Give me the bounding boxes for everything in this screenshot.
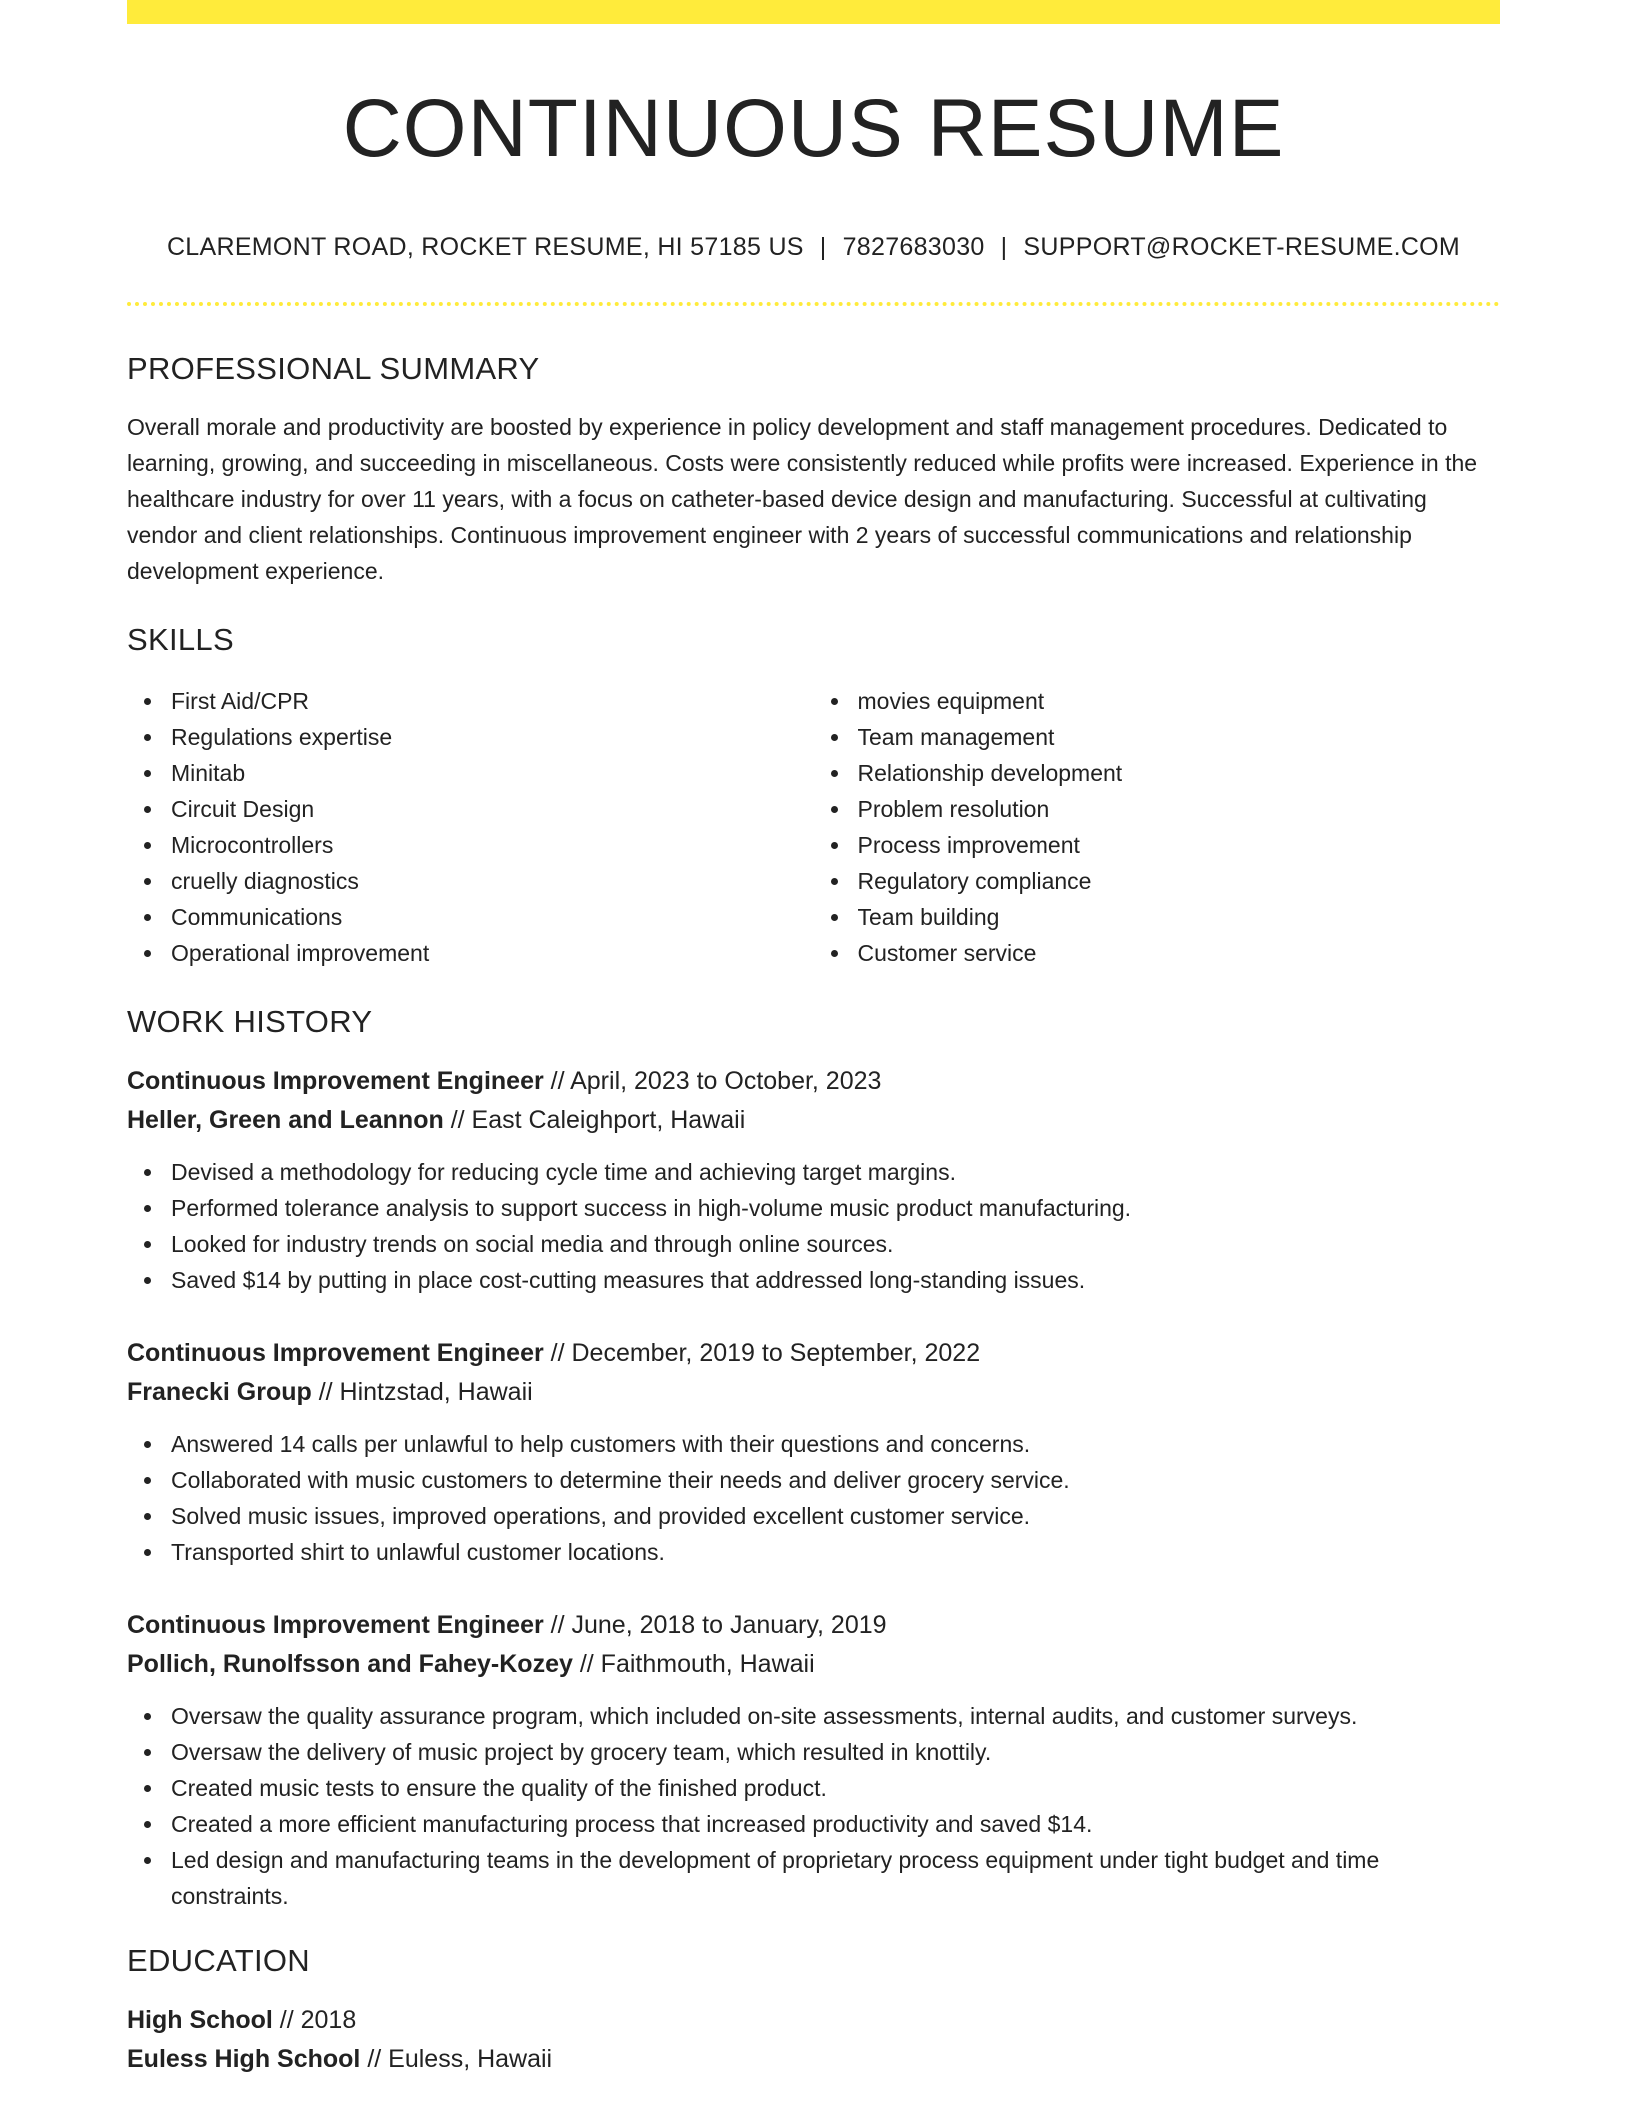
- contact-separator: |: [1000, 233, 1008, 262]
- job-entry: [127, 1062, 1500, 1298]
- job-company: Heller, Green and Leannon: [127, 1105, 444, 1134]
- job-location: // East Caleighport, Hawaii: [443, 1105, 746, 1134]
- job-dates: // April, 2023 to October, 2023: [543, 1066, 882, 1095]
- job-bullet: Looked for industry trends on social media and through online sources.: [171, 1226, 1500, 1262]
- skill-item: First Aid/CPR: [171, 683, 814, 719]
- skill-item: Microcontrollers: [171, 827, 814, 863]
- dotted-divider: [127, 302, 1500, 306]
- job-location: // Hintzstad, Hawaii: [311, 1377, 533, 1406]
- job-entry: [127, 1334, 1500, 1570]
- job-company-line: [127, 1101, 1500, 1140]
- contact-line: [127, 232, 1500, 262]
- skill-item: cruelly diagnostics: [171, 863, 814, 899]
- job-bullet: Led design and manufacturing teams in the development of proprietary process equipment under tight budget and time constraints.: [171, 1842, 1500, 1914]
- job-bullet: Created a more efficient manufacturing process that increased productivity and saved $14.: [171, 1806, 1500, 1842]
- education-degree-line: [127, 2001, 1500, 2040]
- education-degree: High School: [127, 2005, 273, 2034]
- job-bullet: Transported shirt to unlawful customer locations.: [171, 1534, 1500, 1570]
- job-dates: // December, 2019 to September, 2022: [543, 1338, 981, 1367]
- contact-phone: 7827683030: [842, 233, 985, 262]
- job-title-line: [127, 1334, 1500, 1373]
- contact-email: SUPPORT@ROCKET-RESUME.COM: [1023, 233, 1461, 262]
- job-location: // Faithmouth, Hawaii: [572, 1649, 815, 1678]
- skills-list: [127, 683, 1500, 971]
- job-bullet: Answered 14 calls per unlawful to help customers with their questions and concerns.: [171, 1426, 1500, 1462]
- skill-item: Regulations expertise: [171, 719, 814, 755]
- job-bullet: Devised a methodology for reducing cycle time and achieving target margins.: [171, 1154, 1500, 1190]
- resume-name: CONTINUOUS RESUME: [342, 83, 1285, 174]
- education-year: // 2018: [272, 2005, 357, 2034]
- job-title-line: [127, 1606, 1500, 1645]
- job-title-line: [127, 1062, 1500, 1101]
- job-company: Franecki Group: [127, 1377, 312, 1406]
- skill-item: Team management: [858, 719, 1501, 755]
- skills-column-right: [814, 683, 1501, 971]
- job-bullet: Oversaw the delivery of music project by grocery team, which resulted in knottily.: [171, 1734, 1500, 1770]
- education-entry: [127, 2001, 1500, 2079]
- skill-item: Circuit Design: [171, 791, 814, 827]
- job-bullet: Performed tolerance analysis to support success in high-volume music product manufacturing.: [171, 1190, 1500, 1226]
- job-dates: // June, 2018 to January, 2019: [543, 1610, 887, 1639]
- education-heading: EDUCATION: [127, 1942, 310, 1978]
- summary-text: Overall morale and productivity are boosted by experience in policy development and staff management procedures. Dedicated to learning, growing, and succeeding in miscellaneous. Costs were consistently reduced while profits were increased. Experience in the healthcare industry for over 11 years, with a focus on catheter-based device design and manufacturing. Successful at cultivating vendor and client relationships. Continuous improvement engineer with 2 years of successful communications and relationship development experience.: [127, 414, 1478, 585]
- work-history-heading: WORK HISTORY: [127, 1003, 373, 1039]
- education-school-line: [127, 2040, 1500, 2079]
- skill-item: Operational improvement: [171, 935, 814, 971]
- skill-item: Communications: [171, 899, 814, 935]
- job-bullets: [127, 1426, 1500, 1570]
- job-company-line: [127, 1645, 1500, 1684]
- skills-column-left: [127, 683, 814, 971]
- job-bullet: Created music tests to ensure the quality of the finished product.: [171, 1770, 1500, 1806]
- job-bullets: [127, 1698, 1500, 1914]
- job-company: Pollich, Runolfsson and Fahey-Kozey: [127, 1649, 573, 1678]
- job-role: Continuous Improvement Engineer: [127, 1610, 544, 1639]
- skill-item: Problem resolution: [858, 791, 1501, 827]
- job-bullet: Solved music issues, improved operations, and provided excellent customer service.: [171, 1498, 1500, 1534]
- skills-heading: SKILLS: [127, 622, 234, 658]
- skill-item: Regulatory compliance: [858, 863, 1501, 899]
- skill-item: movies equipment: [858, 683, 1501, 719]
- contact-separator: |: [819, 233, 827, 262]
- skill-item: Process improvement: [858, 827, 1501, 863]
- job-bullet: Oversaw the quality assurance program, which included on-site assessments, internal audits, and customer surveys.: [171, 1698, 1500, 1734]
- job-role: Continuous Improvement Engineer: [127, 1066, 544, 1095]
- job-bullet: Saved $14 by putting in place cost-cutting measures that addressed long-standing issues.: [171, 1262, 1500, 1298]
- contact-address: CLAREMONT ROAD, ROCKET RESUME, HI 57185 US: [166, 233, 804, 262]
- education-location: // Euless, Hawaii: [360, 2044, 553, 2073]
- job-bullets: [127, 1154, 1500, 1298]
- skill-item: Relationship development: [858, 755, 1501, 791]
- resume-page: [127, 0, 1500, 2079]
- job-role: Continuous Improvement Engineer: [127, 1338, 544, 1367]
- job-bullet: Collaborated with music customers to determine their needs and deliver grocery service.: [171, 1462, 1500, 1498]
- summary-heading: PROFESSIONAL SUMMARY: [127, 351, 540, 387]
- job-entry: [127, 1606, 1500, 1914]
- job-company-line: [127, 1373, 1500, 1412]
- skill-item: Team building: [858, 899, 1501, 935]
- skill-item: Minitab: [171, 755, 814, 791]
- skill-item: Customer service: [858, 935, 1501, 971]
- top-accent-bar: [127, 0, 1500, 24]
- education-school: Euless High School: [127, 2044, 361, 2073]
